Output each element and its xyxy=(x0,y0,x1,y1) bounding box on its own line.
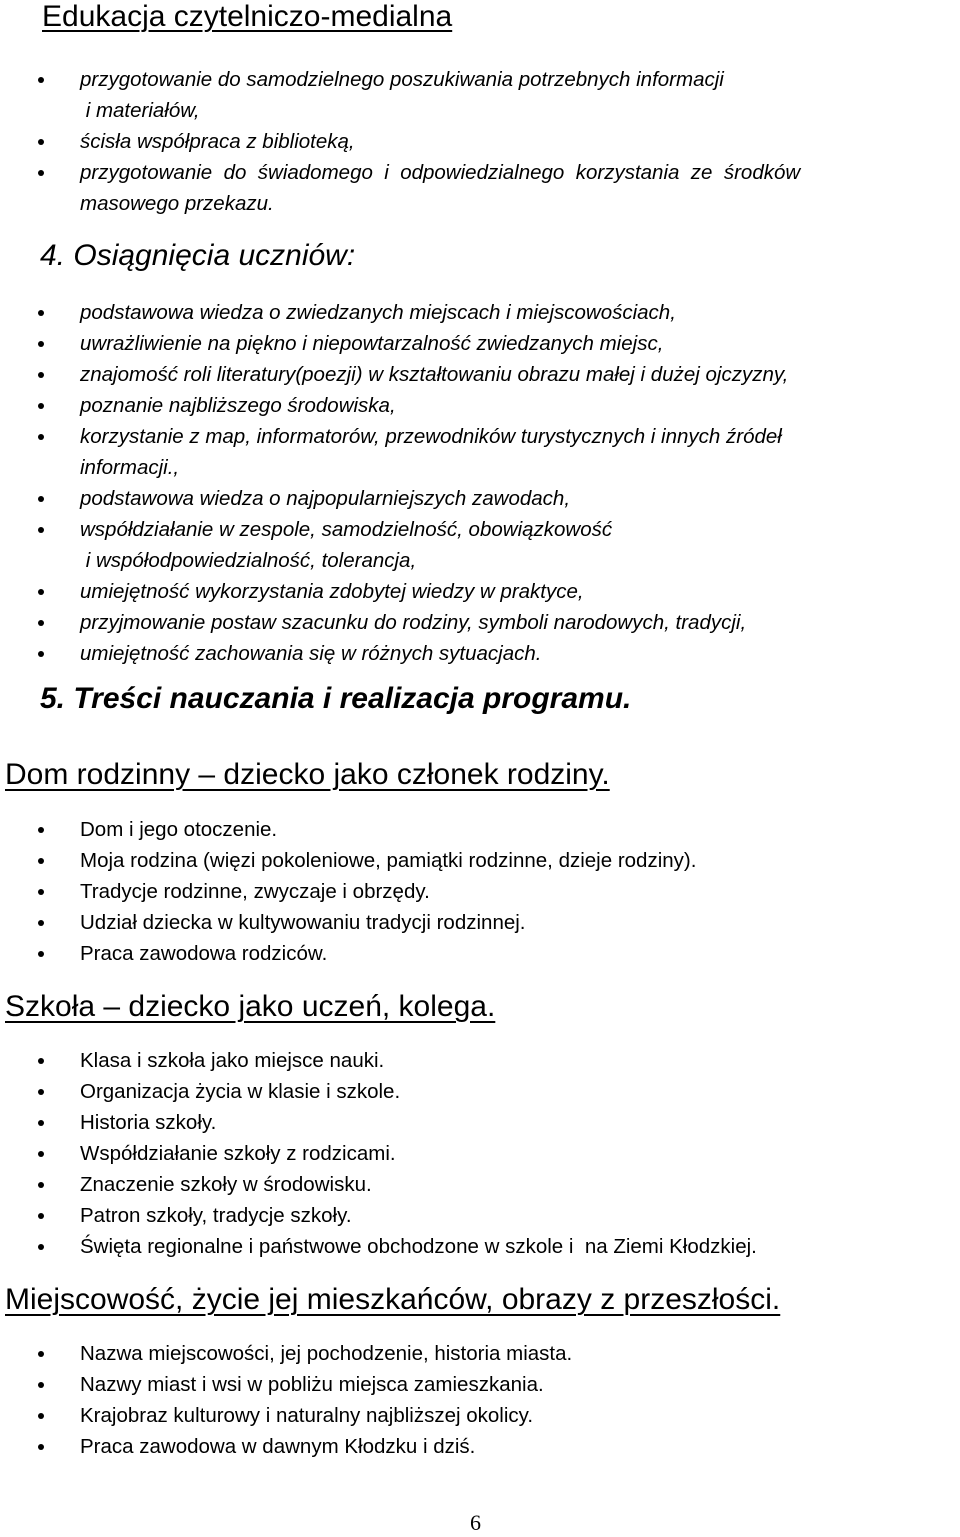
list-item-text: poznanie najbliższego środowiska, xyxy=(80,394,396,417)
subheading-family-home: Dom rodzinny – dziecko jako członek rodziny. xyxy=(5,758,610,791)
list-item xyxy=(0,126,960,157)
list-item-text: Współdziałanie szkoły z rodzicami. xyxy=(80,1142,396,1165)
bullet-icon xyxy=(38,1182,44,1188)
bullet-icon xyxy=(38,527,44,533)
subheading-town: Miejscowość, życie jej mieszkańców, obrazy z przeszłości. xyxy=(5,1283,781,1316)
bullet-icon xyxy=(38,1213,44,1219)
list-item-text: Praca zawodowa rodziców. xyxy=(80,942,328,965)
section-4-number: 4. xyxy=(40,239,66,272)
bullet-icon xyxy=(38,496,44,502)
list-item xyxy=(0,483,960,514)
section-4-title: Osiągnięcia uczniów: xyxy=(73,239,356,272)
list-media-education xyxy=(0,64,960,219)
bullet-icon xyxy=(38,1413,44,1419)
list-item-text: przygotowanie do samodzielnego poszukiwania potrzebnych informacji xyxy=(80,68,724,91)
list-item xyxy=(0,1231,960,1262)
list-item xyxy=(0,1431,960,1462)
list-item-text: Historia szkoły. xyxy=(80,1111,217,1134)
list-item xyxy=(0,1138,960,1169)
list-item xyxy=(0,1076,960,1107)
list-item-text: Organizacja życia w klasie i szkole. xyxy=(80,1080,401,1103)
list-item-text: i współodpowiedzialność, tolerancja, xyxy=(80,549,417,572)
list-item-text: podstawowa wiedza o najpopularniejszych zawodach, xyxy=(80,487,571,510)
list-item xyxy=(0,421,960,483)
list-item-text: uwrażliwienie na piękno i niepowtarzalność zwiedzanych miejsc, xyxy=(80,332,664,355)
list-item-text: Znaczenie szkoły w środowisku. xyxy=(80,1173,372,1196)
list-item xyxy=(0,1369,960,1400)
list-item-text: podstawowa wiedza o zwiedzanych miejscach i miejscowościach, xyxy=(80,301,676,324)
list-item-text: ścisła współpraca z biblioteką, xyxy=(80,130,355,153)
bullet-icon xyxy=(38,341,44,347)
bullet-icon xyxy=(38,1444,44,1450)
list-item-text: Praca zawodowa w dawnym Kłodzku i dziś. xyxy=(80,1435,476,1458)
list-item xyxy=(0,328,960,359)
bullet-icon xyxy=(38,310,44,316)
section-4-heading xyxy=(40,239,355,273)
list-item xyxy=(0,1200,960,1231)
list-item xyxy=(0,1338,960,1369)
list-item xyxy=(0,1107,960,1138)
list-item xyxy=(0,638,960,669)
subheading-school: Szkoła – dziecko jako uczeń, kolega. xyxy=(5,990,496,1023)
list-item-text: przygotowanie do świadomego i odpowiedzialnego korzystania ze środków xyxy=(80,161,801,184)
bullet-icon xyxy=(38,1058,44,1064)
list-item xyxy=(0,907,960,938)
bullet-icon xyxy=(38,589,44,595)
list-item-text: masowego przekazu. xyxy=(80,192,274,215)
bullet-icon xyxy=(38,858,44,864)
list-item-text: umiejętność zachowania się w różnych sytuacjach. xyxy=(80,642,542,665)
list-item xyxy=(0,359,960,390)
list-family-home xyxy=(0,814,960,969)
list-item xyxy=(0,297,960,328)
list-item xyxy=(0,938,960,969)
list-item xyxy=(0,64,960,126)
list-item-text: Klasa i szkoła jako miejsce nauki. xyxy=(80,1049,385,1072)
list-item-text: Dom i jego otoczenie. xyxy=(80,818,278,841)
bullet-icon xyxy=(38,434,44,440)
list-item-text: umiejętność wykorzystania zdobytej wiedzy w praktyce, xyxy=(80,580,584,603)
bullet-icon xyxy=(38,1351,44,1357)
bullet-icon xyxy=(38,77,44,83)
list-item-text: współdziałanie w zespole, samodzielność, obowiązkowość xyxy=(80,518,613,541)
page-heading: Edukacja czytelniczo-medialna xyxy=(42,0,453,33)
bullet-icon xyxy=(38,951,44,957)
bullet-icon xyxy=(38,620,44,626)
bullet-icon xyxy=(38,1120,44,1126)
bullet-icon xyxy=(38,403,44,409)
list-item-text: informacji., xyxy=(80,456,180,479)
list-item xyxy=(0,607,960,638)
list-item xyxy=(0,845,960,876)
list-item-text: Moja rodzina (więzi pokoleniowe, pamiątki rodzinne, dzieje rodziny). xyxy=(80,849,697,872)
list-item xyxy=(0,576,960,607)
list-item xyxy=(0,1400,960,1431)
bullet-icon xyxy=(38,920,44,926)
list-item-text: przyjmowanie postaw szacunku do rodziny, symboli narodowych, tradycji, xyxy=(80,611,747,634)
bullet-icon xyxy=(38,170,44,176)
list-item xyxy=(0,390,960,421)
list-item xyxy=(0,1045,960,1076)
bullet-icon xyxy=(38,372,44,378)
list-item-text: Udział dziecka w kultywowaniu tradycji rodzinnej. xyxy=(80,911,526,934)
bullet-icon xyxy=(38,827,44,833)
list-town xyxy=(0,1338,960,1462)
bullet-icon xyxy=(38,651,44,657)
list-item xyxy=(0,876,960,907)
list-item-text: Tradycje rodzinne, zwyczaje i obrzędy. xyxy=(80,880,430,903)
list-student-achievements xyxy=(0,297,960,669)
list-item-text: znajomość roli literatury(poezji) w kształtowaniu obrazu małej i dużej ojczyzny, xyxy=(80,363,789,386)
bullet-icon xyxy=(38,139,44,145)
bullet-icon xyxy=(38,889,44,895)
list-school xyxy=(0,1045,960,1262)
list-item xyxy=(0,1169,960,1200)
section-5-heading: 5. Treści nauczania i realizacja programu. xyxy=(40,682,632,715)
bullet-icon xyxy=(38,1382,44,1388)
bullet-icon xyxy=(38,1244,44,1250)
list-item-text: Krajobraz kulturowy i naturalny najbliższej okolicy. xyxy=(80,1404,534,1427)
page-number: 6 xyxy=(470,1510,481,1535)
list-item xyxy=(0,157,960,219)
bullet-icon xyxy=(38,1151,44,1157)
list-item xyxy=(0,814,960,845)
bullet-icon xyxy=(38,1089,44,1095)
list-item-text: i materiałów, xyxy=(80,99,200,122)
list-item-text: Nazwa miejscowości, jej pochodzenie, historia miasta. xyxy=(80,1342,573,1365)
list-item-text: Nazwy miast i wsi w pobliżu miejsca zamieszkania. xyxy=(80,1373,544,1396)
list-item xyxy=(0,514,960,576)
list-item-text: korzystanie z map, informatorów, przewodników turystycznych i innych źródeł xyxy=(80,425,782,448)
list-item-text: Święta regionalne i państwowe obchodzone w szkole i na Ziemi Kłodzkiej. xyxy=(80,1235,757,1258)
list-item-text: Patron szkoły, tradycje szkoły. xyxy=(80,1204,352,1227)
